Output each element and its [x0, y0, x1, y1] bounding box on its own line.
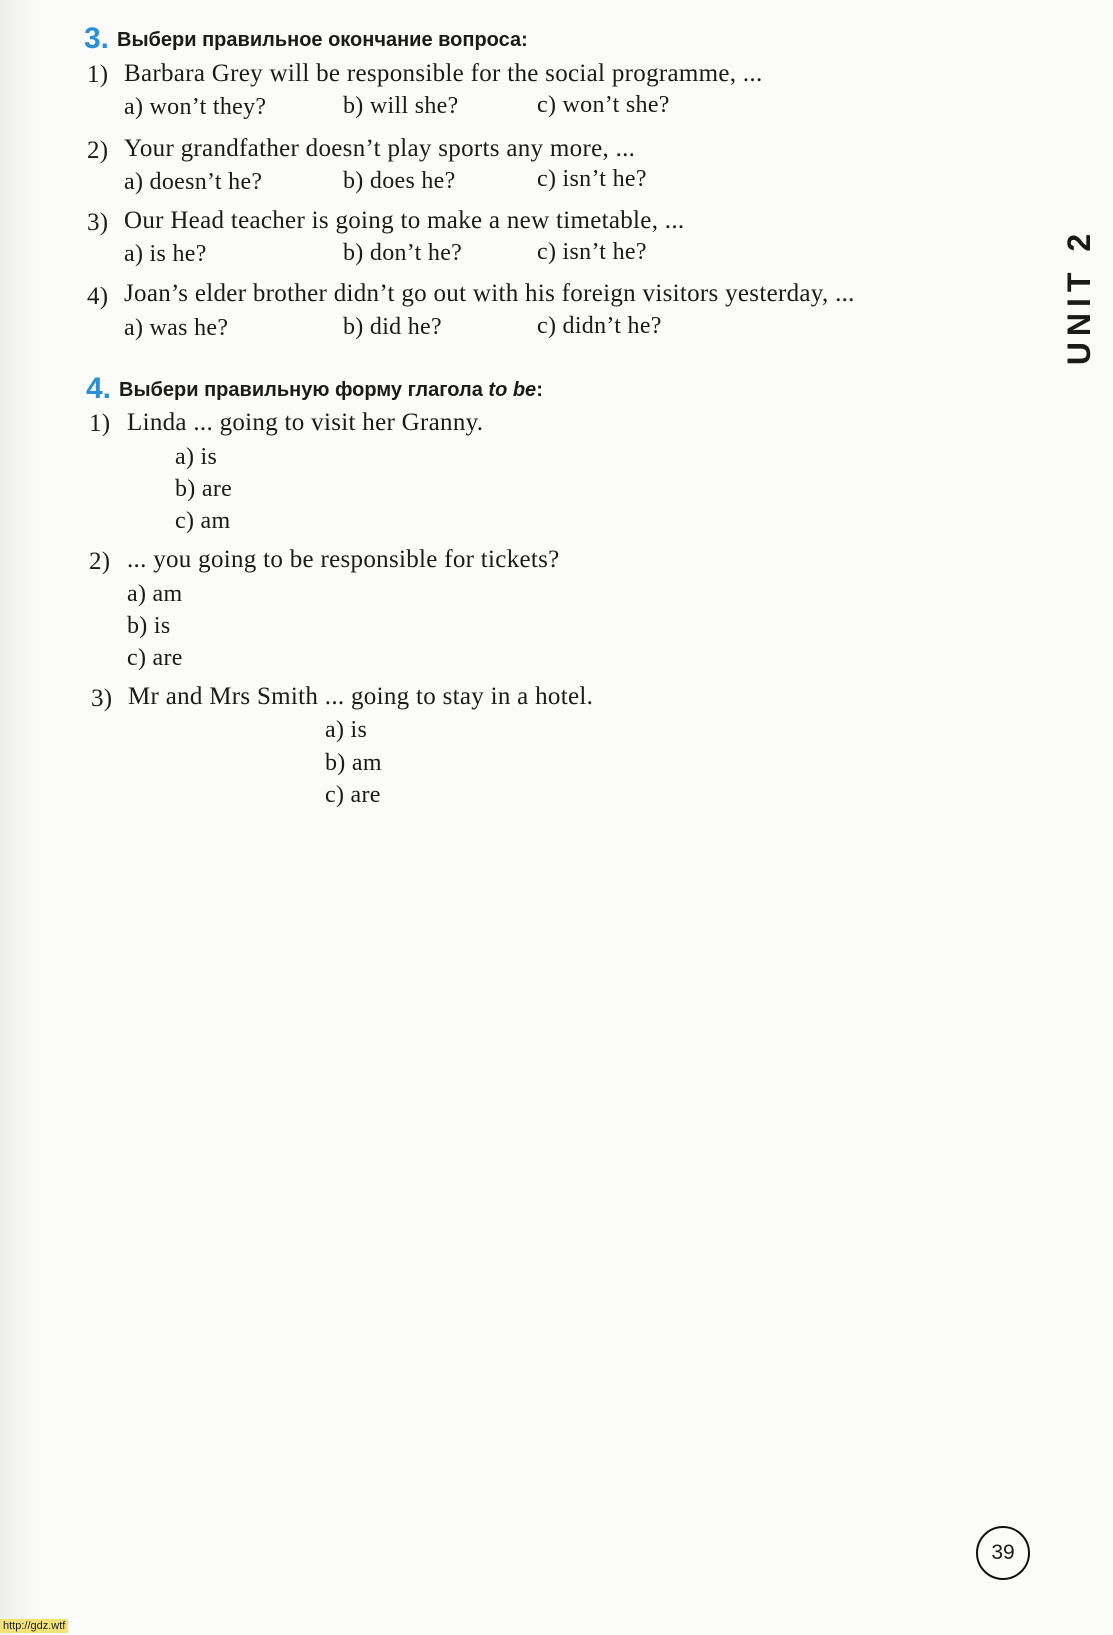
item-number: 3) — [91, 685, 113, 712]
option-b: b) am — [325, 750, 382, 776]
option-a: a) doesn’t he? — [124, 169, 263, 195]
option-c: c) am — [175, 508, 231, 534]
item-text: Barbara Grey will be responsible for the social programme, ... — [124, 60, 763, 87]
item-text: Joan’s elder brother didn’t go out with his foreign visitors yesterday, ... — [124, 280, 855, 307]
option-c: c) didn’t he? — [537, 313, 662, 339]
item-number: 3) — [87, 209, 109, 236]
option-b: b) don’t he? — [343, 240, 463, 266]
option-c: c) isn’t he? — [537, 166, 647, 192]
option-a: a) won’t they? — [124, 94, 267, 120]
option-c: c) are — [127, 645, 183, 671]
option-b: b) is — [127, 613, 171, 639]
exercise-4-heading — [86, 372, 543, 406]
item-number: 1) — [87, 61, 109, 88]
item-text: ... you going to be responsible for tickets? — [127, 546, 560, 573]
option-a: a) am — [127, 581, 183, 607]
item-number: 4) — [87, 283, 109, 310]
option-a: a) is — [175, 444, 218, 470]
item-text: Linda ... going to visit her Granny. — [127, 409, 484, 436]
option-c: c) are — [325, 782, 381, 808]
exercise-title-end: : — [536, 379, 543, 401]
page-number: 39 — [976, 1526, 1030, 1580]
option-b: b) does he? — [343, 168, 456, 194]
exercise-title: Выбери правильную форму глагола — [119, 379, 489, 401]
option-a: a) is he? — [124, 241, 207, 267]
item-text: Your grandfather doesn’t play sports any more, ... — [124, 135, 636, 162]
option-a: a) is — [325, 717, 368, 743]
option-b: b) will she? — [343, 93, 459, 119]
option-c: c) won’t she? — [537, 92, 670, 118]
unit-side-label — [1048, 227, 1112, 365]
source-watermark: http://gdz.wtf — [0, 1619, 68, 1633]
item-text: Mr and Mrs Smith ... going to stay in a hotel. — [128, 683, 594, 710]
exercise-number: 4. — [86, 372, 112, 405]
option-b: b) did he? — [343, 314, 442, 340]
exercise-title-emphasis: to be — [488, 379, 537, 401]
exercise-number: 3. — [84, 22, 110, 55]
exercise-3-heading — [84, 22, 528, 56]
option-b: b) are — [175, 476, 233, 502]
item-text: Our Head teacher is going to make a new timetable, ... — [124, 207, 685, 234]
option-a: a) was he? — [124, 315, 229, 341]
item-number: 1) — [89, 410, 111, 437]
unit-label-text: UNIT 2 — [1061, 227, 1098, 365]
page-edge-shadow — [0, 0, 40, 1635]
item-number: 2) — [89, 548, 111, 575]
item-number: 2) — [87, 137, 109, 164]
exercise-title: Выбери правильное окончание вопроса: — [117, 29, 528, 51]
option-c: c) isn’t he? — [537, 239, 647, 265]
